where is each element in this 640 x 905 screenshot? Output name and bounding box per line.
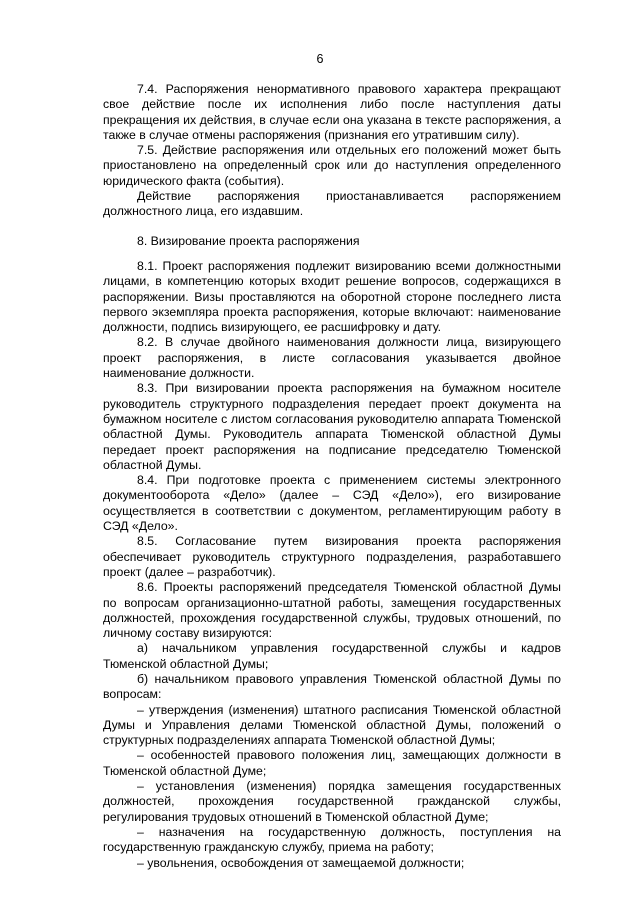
paragraph-7-5: 7.5. Действие распоряжения или отдельных его положений может быть приостановлено на определенный срок или до наступления определенного юридического факта (события). [103, 143, 561, 188]
paragraph-8-4: 8.4. При подготовке проекта с применением системы электронного документооборота «Дело» (далее – СЭД «Дело»), его визирование осуществляется в соответствии с документом, регламентирующим работу в СЭД «Дело». [103, 473, 561, 534]
list-item-b-1: – утверждения (изменения) штатного расписания Тюменской областной Думы и Управления делами Тюменской областной Думы, положений о структурных подразделениях аппарата Тюменской областной Думы; [103, 702, 561, 748]
document-body [103, 82, 561, 871]
paragraph-7-4: 7.4. Распоряжения ненормативного правового характера прекращают свое действие после их исполнения либо после наступления даты прекращения их действия, в случае если она указана в тексте распоряжения, а также в случае отмены распоряжения (признания его утратившим силу). [103, 82, 561, 142]
paragraph-8-3: 8.3. При визировании проекта распоряжения на бумажном носителе руководитель структурного подразделения передает проект документа на бумажном носителе с листом согласования руководителю аппарата Тюменской областной Думы. Руководитель аппарата Тюменской областной Думы передает проект распоряжения на подписание председателю Тюменской областной Думы. [103, 381, 561, 472]
paragraph-8-1: 8.1. Проект распоряжения подлежит визированию всеми должностными лицами, в компетенцию которых входит решение вопросов, содержащихся в распоряжении. Визы проставляются на оборотной стороне последнего листа первого экземпляра проекта распоряжения, которые включают: наименование должности, подпись визирующего, ее расшифровку и дату. [103, 258, 561, 335]
paragraph-8-6: 8.6. Проекты распоряжений председателя Тюменской областной Думы по вопросам организационно-штатной работы, замещения государственных должностей, прохождения государственной службы, трудовых отношений, по личному составу визируются: [103, 580, 561, 641]
list-item-b-5: – увольнения, освобождения от замещаемой должности; [137, 855, 465, 870]
list-item-a: а) начальником управления государственной службы и кадров Тюменской областной Думы; [103, 641, 561, 671]
paragraph-8-5: 8.5. Согласование путем визирования проекта распоряжения обеспечивает руководитель структурного подразделения, разработавшего проект (далее – разработчик). [103, 534, 561, 579]
section-8-heading: 8. Визирование проекта распоряжения [137, 233, 360, 248]
list-item-b-3: – установления (изменения) порядка замещения государственных должностей, прохождения государственной гражданской службы, регулирования трудовых отношений в Тюменской областной Думе; [103, 779, 561, 824]
list-item-b: б) начальником правового управления Тюменской областной Думы по вопросам: [103, 671, 561, 702]
list-item-b-4: – назначения на государственную должность, поступления на государственную гражданскую службу, приема на работу; [103, 824, 561, 855]
paragraph-8-2: 8.2. В случае двойного наименования должности лица, визирующего проект распоряжения, в листе согласования указывается двойное наименование должности. [103, 335, 561, 381]
paragraph-7-5-suspension: Действие распоряжения приостанавливается распоряжением должностного лица, его издавшим. [103, 189, 561, 219]
page-number: 6 [316, 52, 324, 66]
list-item-b-2: – особенностей правового положения лиц, замещающих должности в Тюменской областной Думе; [103, 748, 561, 778]
